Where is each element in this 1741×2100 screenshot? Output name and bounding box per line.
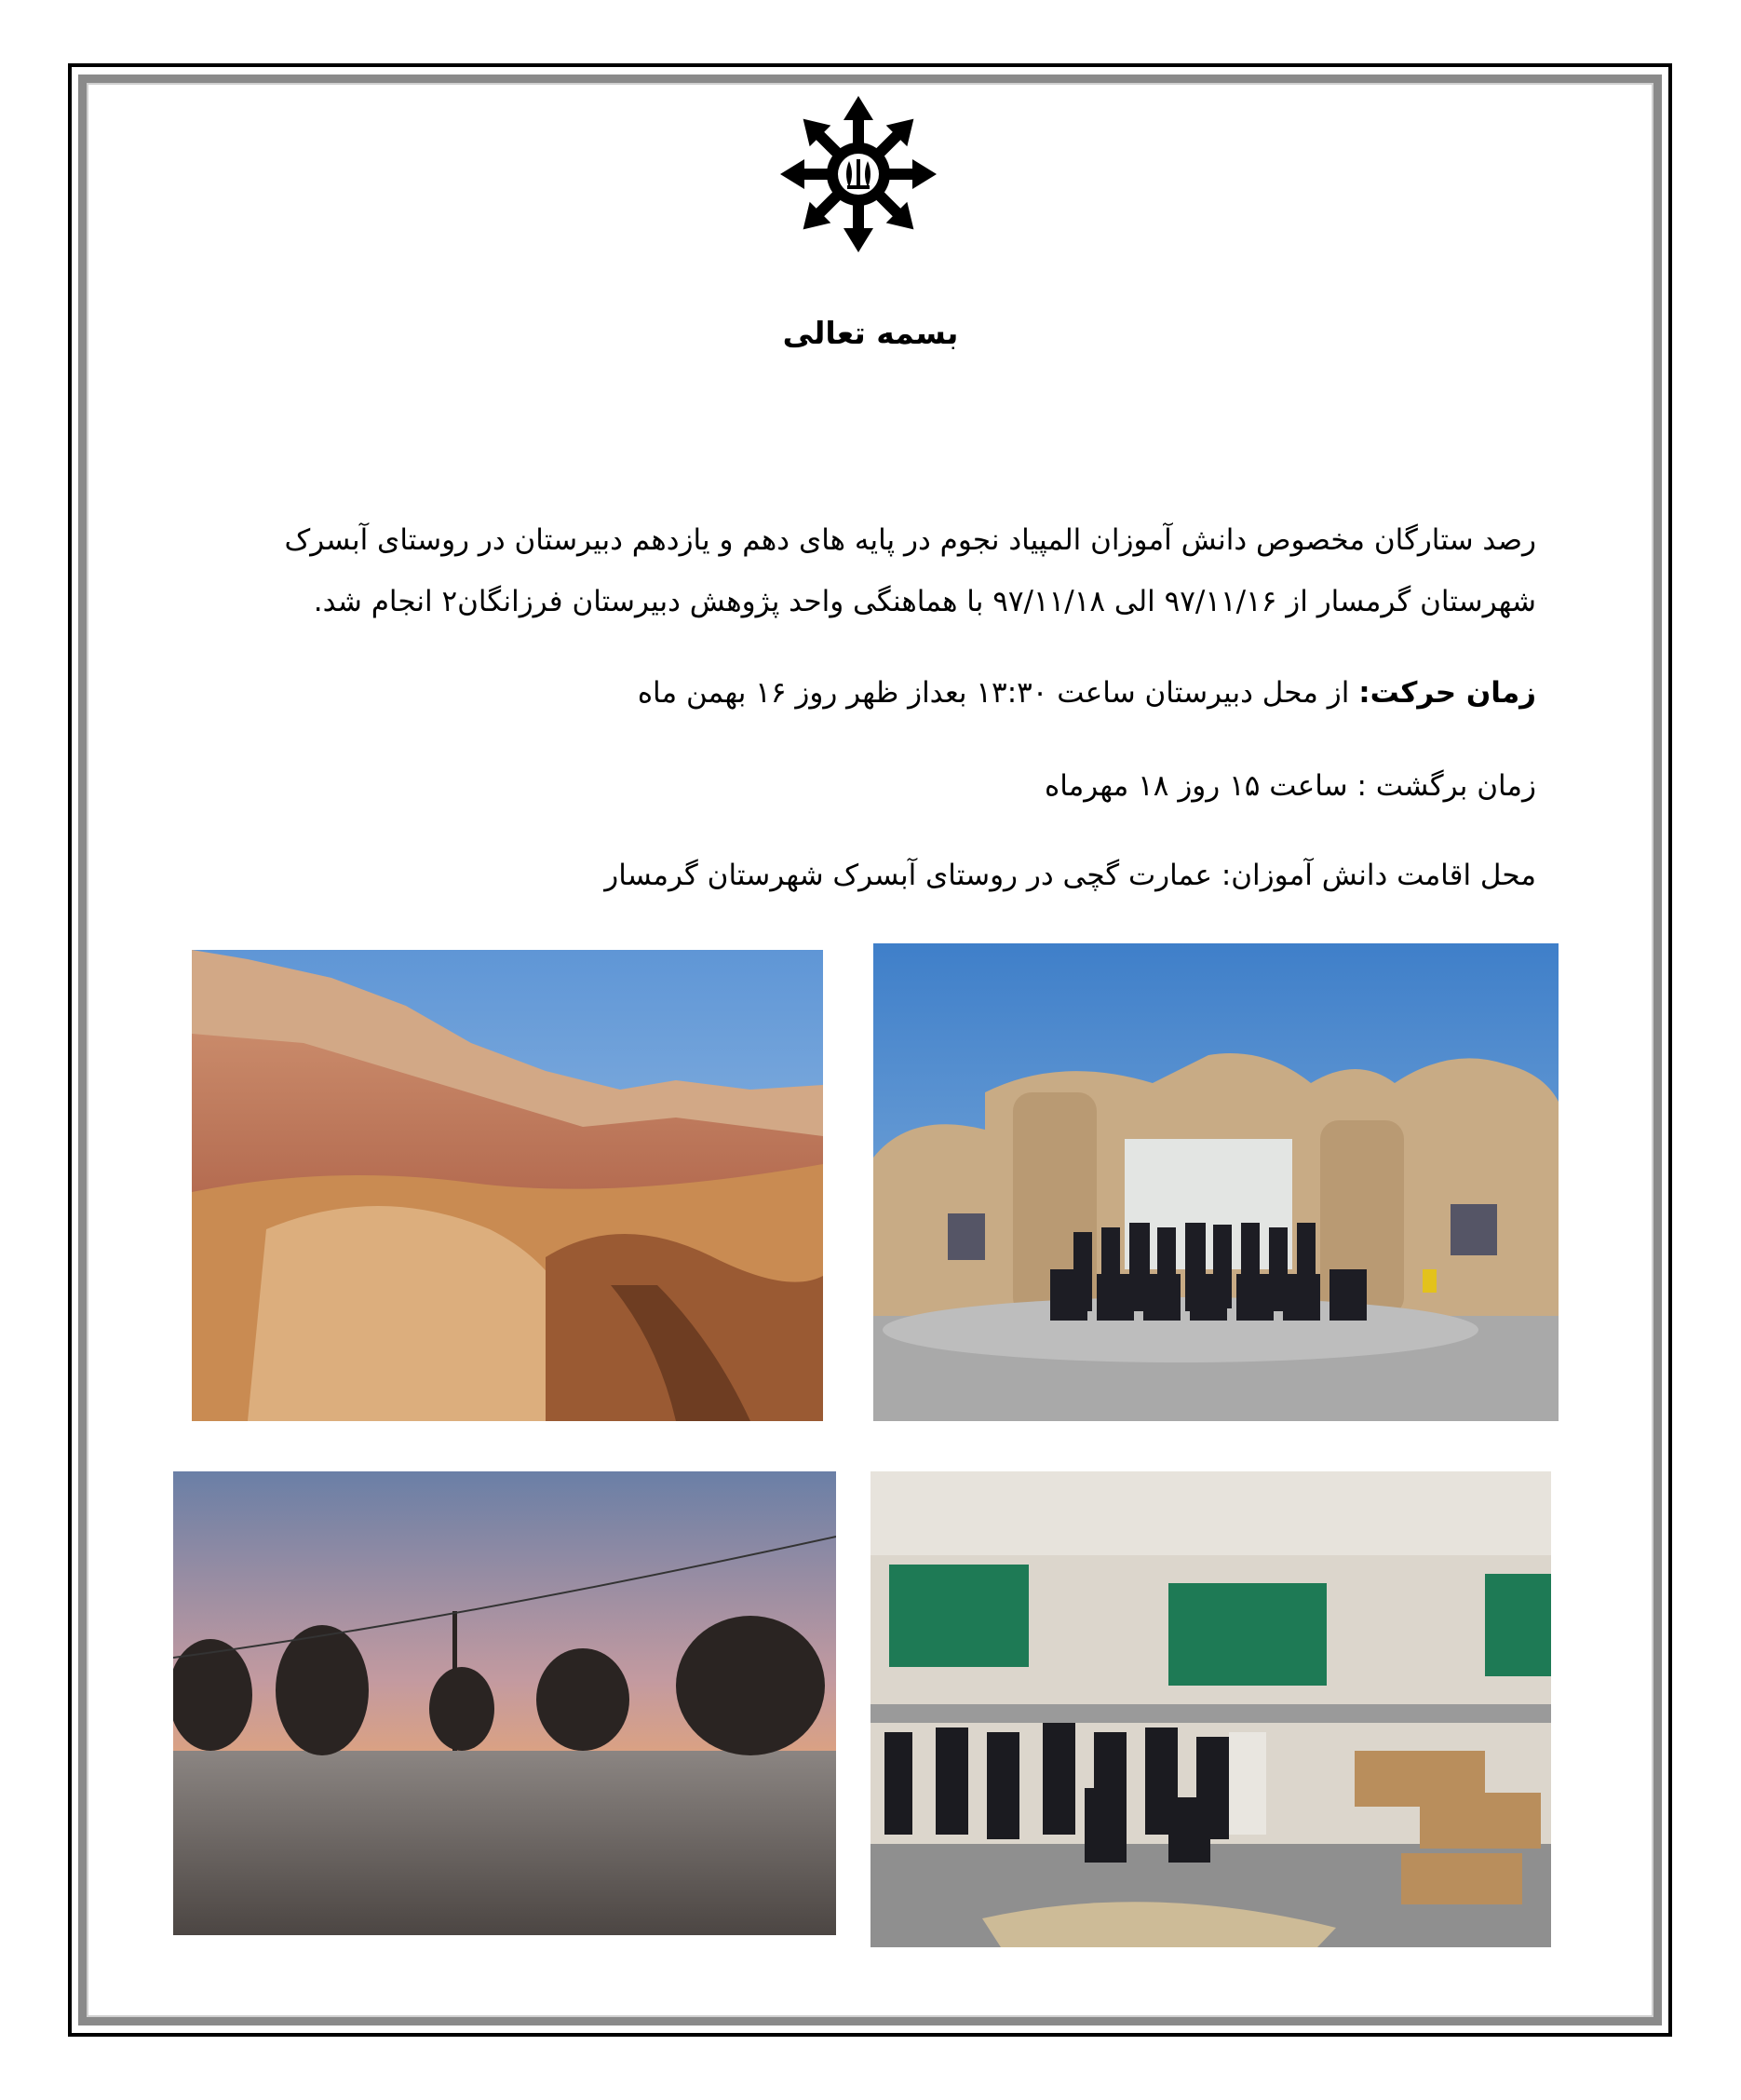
return-info: زمان برگشت : ساعت ۱۵ روز ۱۸ مهرماه — [1045, 769, 1536, 803]
photo-desert-hills — [192, 950, 823, 1421]
intro-line-1: رصد ستارگان مخصوص دانش آموزان المپیاد نجوم در پایه های دهم و یازدهم دبیرستان در روستای آبسرک — [284, 523, 1536, 557]
photo-sunset — [173, 1471, 836, 1935]
intro-line-2: شهرستان گرمسار از ۹۷/۱۱/۱۶ الی ۹۷/۱۱/۱۸ با هماهنگی واحد پژوهش دبیرستان فرزانگان۲ انجام شد. — [313, 585, 1536, 618]
photo-group-boxes — [870, 1471, 1551, 1947]
departure-info — [196, 672, 1536, 713]
page-heading: بسمه تعالی — [782, 315, 959, 351]
departure-text: از محل دبیرستان ساعت ۱۳:۳۰ بعداز ظهر روز ۱۶ بهمن ماه — [637, 676, 1359, 710]
departure-label: زمان حرکت: — [1358, 676, 1536, 710]
iran-emblem-icon — [780, 96, 937, 252]
residence-info: محل اقامت دانش آموزان: عمارت گچی در روستای آبسرک شهرستان گرمسار — [604, 859, 1536, 892]
photo-group-building — [873, 943, 1559, 1421]
